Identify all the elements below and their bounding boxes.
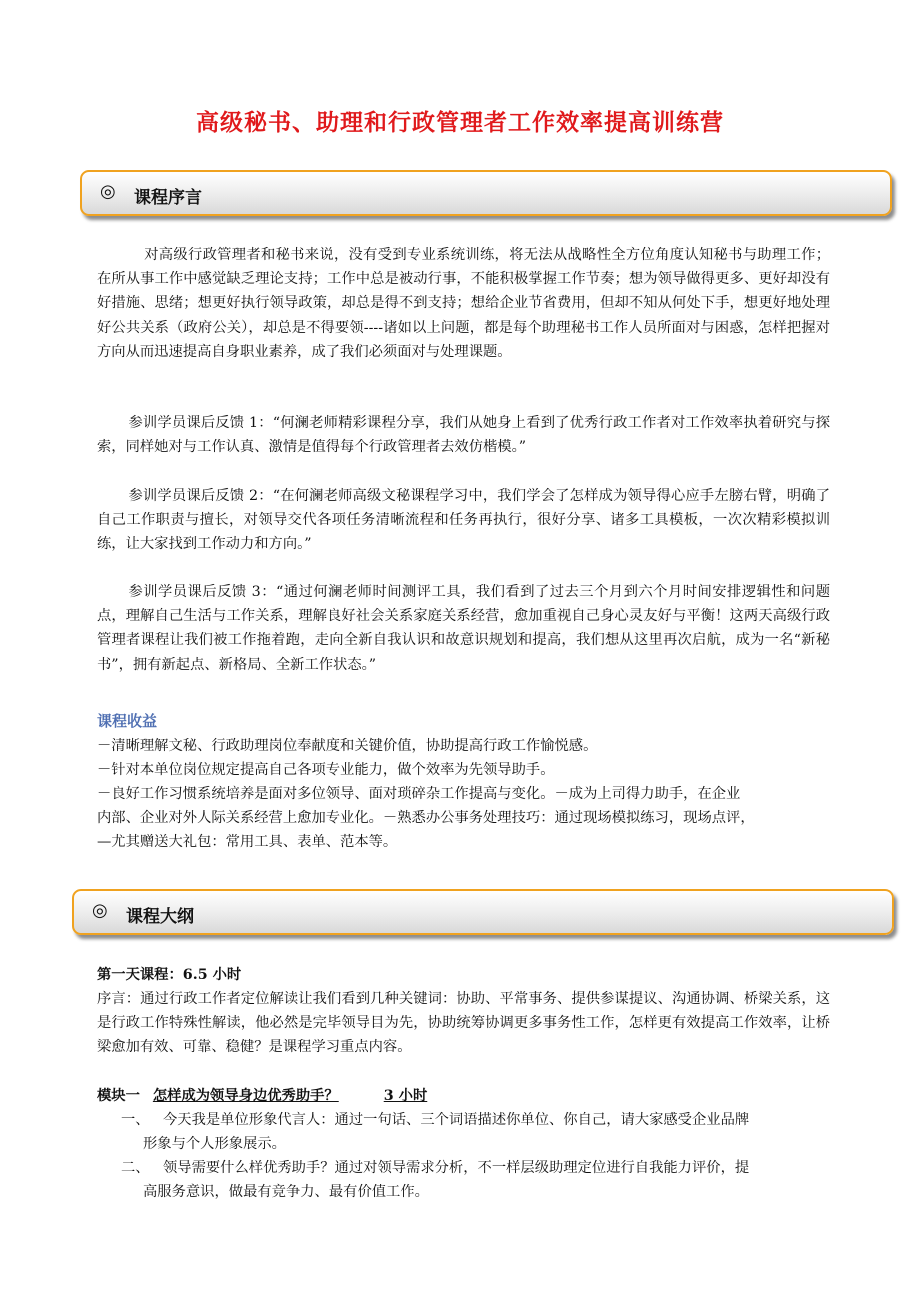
module-title: 怎样成为领导身边优秀助手？ xyxy=(152,1088,339,1104)
list-item xyxy=(97,1108,830,1156)
benefit-line: －良好工作习惯系统培养是面对多位领导、面对琐碎杂工作提高与变化。－成为上司得力助手，在企业 xyxy=(97,786,741,802)
list-item-number: 一、 xyxy=(121,1112,150,1128)
feedback-3: 参训学员课后反馈 3：“通过何澜老师时间测评工具，我们看到了过去三个月到六个月时间安排逻辑性和问题点，理解自己生活与工作关系，理解良好社会关系家庭关系经营，愈加重视自己身心灵友好与平衡！这两天高级行政管理者课程让我们被工作拖着跑，走向全新自我认识和故意识规划和提高，我们想从这里再次启航，成为一名“新秘书”，拥有新起点、新格局、全新工作状态。” xyxy=(97,584,830,673)
list-item-number: 二、 xyxy=(121,1160,150,1176)
module-prefix: 模块一 xyxy=(97,1088,140,1104)
list-item-text-continued: 高服务意识，做最有竞争力、最有价值工作。 xyxy=(143,1184,429,1201)
preface-intro: 对高级行政管理者和秘书来说，没有受到专业系统训练，将无法从战略性全方位角度认知秘书与助理工作；在所从事工作中感觉缺乏理论支持；工作中总是被动行事，不能积极掌握工作节奏；想为领导做得更多、更好却没有好措施、思绪；想更好执行领导政策，却总是得不到支持；想给企业节省费用，但却不知从何处下手，想更好地处理好公共关系（政府公关），却总是不得要领----诸如以上问题，都是每个助理秘书工作人员所面对与困惑，怎样把握对方向从而迅速提高自身职业素养，成了我们必须面对与处理课题。 xyxy=(97,247,830,360)
section-banner-preface xyxy=(80,170,892,216)
benefit-line: 内部、企业对外人际关系经营上愈加专业化。－熟悉办公事务处理技巧：通过现场模拟练习，现场点评， xyxy=(97,810,755,826)
list-item xyxy=(97,1156,830,1204)
double-circle-icon: ◎ xyxy=(92,900,108,921)
section-title-preface: 课程序言 xyxy=(134,188,202,208)
document-title: 高级秘书、助理和行政管理者工作效率提高训练营 xyxy=(196,109,724,136)
day1-title: 第一天课程：6.5 小时 xyxy=(97,967,242,983)
feedback-2: 参训学员课后反馈 2：“在何澜老师高级文秘课程学习中，我们学会了怎样成为领导得心应手左膀右臂，明确了自己工作职责与擅长，对领导交代各项任务清晰流程和任务再执行，很好分享、诸多工具模板，一次次精彩模拟训练，让大家找到工作动力和方向。” xyxy=(97,488,830,553)
module-heading xyxy=(97,1085,427,1105)
section-banner-outline xyxy=(72,889,894,935)
module-hours: 3 小时 xyxy=(383,1088,428,1104)
benefit-line: －清晰理解文秘、行政助理岗位奉献度和关键价值，协助提高行政工作愉悦感。 xyxy=(97,738,598,754)
day1-intro: 序言：通过行政工作者定位解读让我们看到几种关键词：协助、平常事务、提供参谋提议、沟通协调、桥梁关系，这是行政工作特殊性解读，他必然是完毕领导目为先，协助统筹协调更多事务性工作，怎样更有效提高工作效率，让桥梁愈加有效、可靠、稳健？是课程学习重点内容。 xyxy=(97,991,830,1056)
section-title-outline: 课程大纲 xyxy=(126,907,194,927)
benefit-line: －针对本单位岗位规定提高自己各项专业能力，做个效率为先领导助手。 xyxy=(97,762,555,778)
benefits-heading: 课程收益 xyxy=(97,712,158,730)
double-circle-icon: ◎ xyxy=(100,181,116,202)
list-item-text: 领导需要什么样优秀助手？通过对领导需求分析，不一样层级助理定位进行自我能力评价，提 xyxy=(163,1160,750,1176)
benefit-line: —尤其赠送大礼包：常用工具、表单、范本等。 xyxy=(97,834,398,850)
feedback-1: 参训学员课后反馈 1：“何澜老师精彩课程分享，我们从她身上看到了优秀行政工作者对工作效率执着研究与探索，同样她对与工作认真、激情是值得每个行政管理者去效仿楷模。” xyxy=(97,415,830,456)
list-item-text-continued: 形象与个人形象展示。 xyxy=(143,1136,286,1153)
list-item-text: 今天我是单位形象代言人：通过一句话、三个词语描述你单位、你自己，请大家感受企业品牌 xyxy=(163,1112,750,1128)
